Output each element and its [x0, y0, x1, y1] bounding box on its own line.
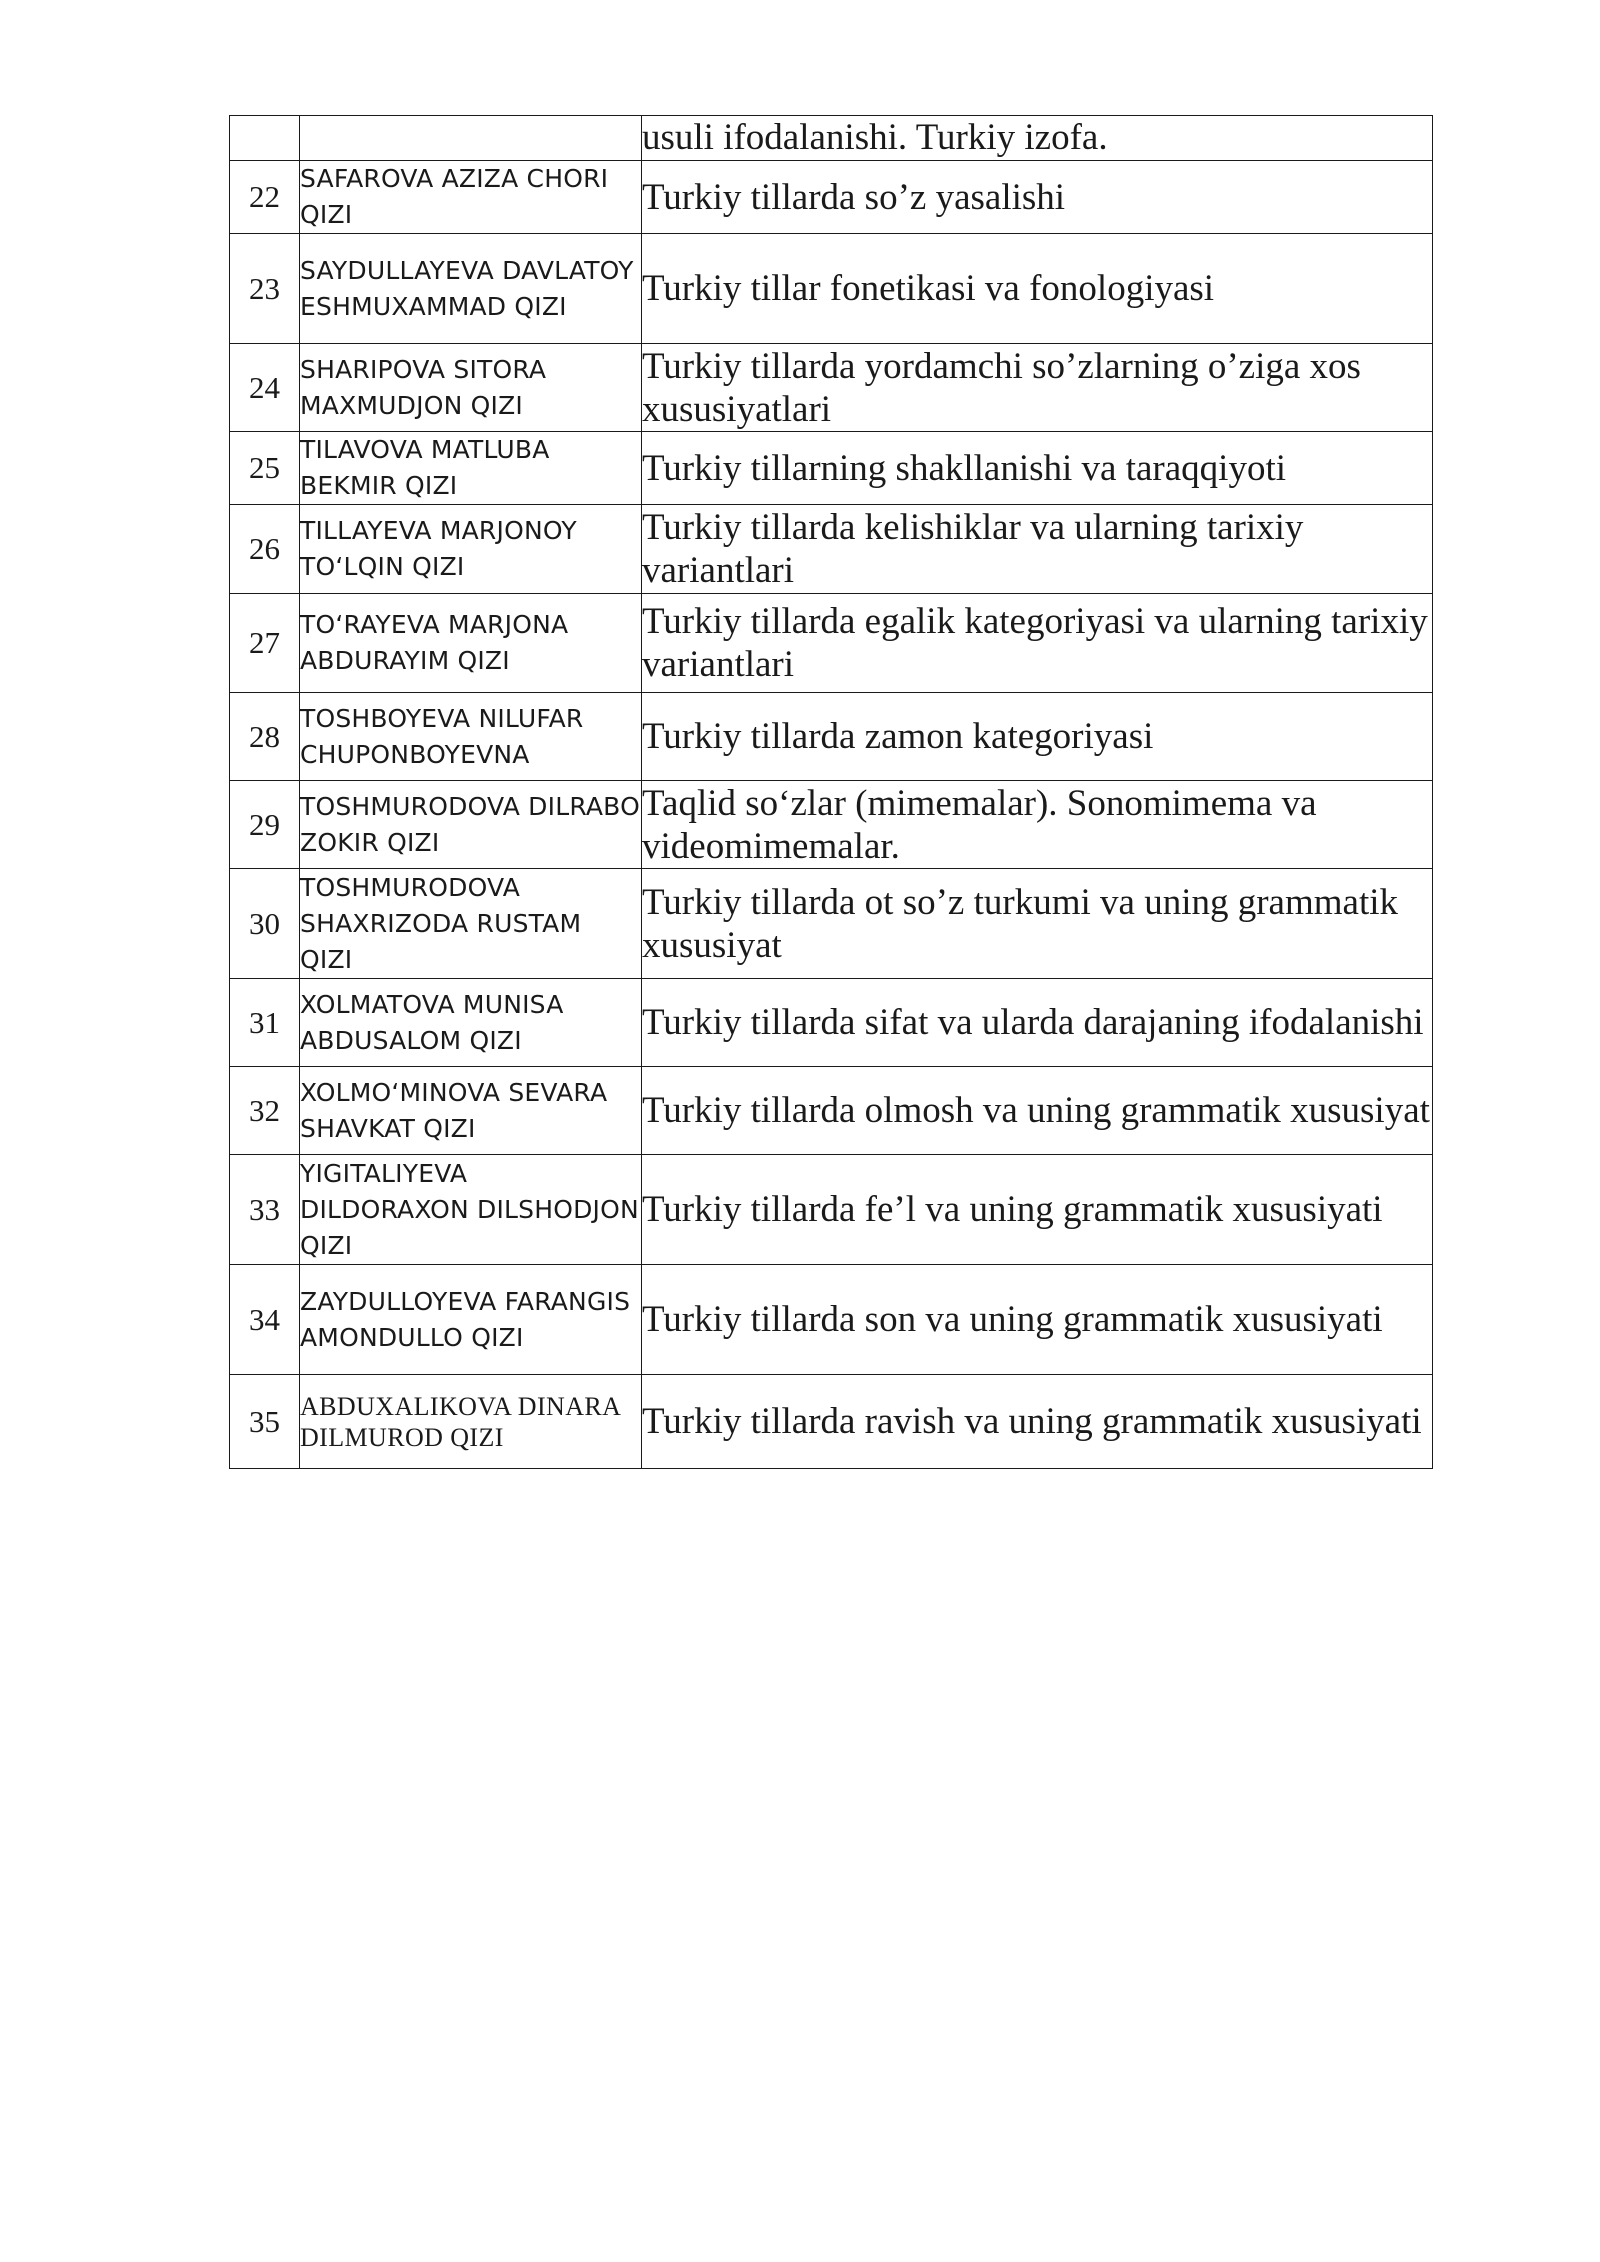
table-row-continuation — [230, 116, 1433, 161]
table-row — [230, 1155, 1433, 1265]
student-name: SHARIPOVA SITORA MAXMUDJON QIZI — [300, 344, 642, 432]
row-number: 32 — [230, 1067, 300, 1155]
topic-text: Turkiy tillarda son va uning grammatik xususiyati — [642, 1265, 1433, 1375]
table-row — [230, 1375, 1433, 1469]
student-name: XOLMO‘MINOVA SEVARA SHAVKAT QIZI — [300, 1067, 642, 1155]
row-number: 31 — [230, 979, 300, 1067]
student-name: SAYDULLAYEVA DAVLATOY ESHMUXAMMAD QIZI — [300, 234, 642, 344]
topic-text: Turkiy tillarda kelishiklar va ularning tarixiy variantlari — [642, 505, 1433, 594]
row-number: 34 — [230, 1265, 300, 1375]
row-number: 27 — [230, 594, 300, 693]
topic-text: Turkiy tillarning shakllanishi va taraqqiyoti — [642, 432, 1433, 505]
row-number: 29 — [230, 781, 300, 869]
student-name: ABDUXALIKOVA DINARA DILMUROD QIZI — [300, 1375, 642, 1469]
topic-text: Turkiy tillar fonetikasi va fonologiyasi — [642, 234, 1433, 344]
row-number: 35 — [230, 1375, 300, 1469]
table-row — [230, 505, 1433, 594]
row-number — [230, 116, 300, 161]
student-name: XOLMATOVA MUNISA ABDUSALOM QIZI — [300, 979, 642, 1067]
row-number: 24 — [230, 344, 300, 432]
topic-text: Turkiy tillarda ravish va uning grammatik xususiyati — [642, 1375, 1433, 1469]
topic-text: Turkiy tillarda so’z yasalishi — [642, 161, 1433, 234]
student-name — [300, 116, 642, 161]
student-name: ZAYDULLOYEVA FARANGIS AMONDULLO QIZI — [300, 1265, 642, 1375]
student-name: TOSHBOYEVA NILUFAR CHUPONBOYEVNA — [300, 693, 642, 781]
topic-text: Turkiy tillarda fe’l va uning grammatik xususiyati — [642, 1155, 1433, 1265]
table-row — [230, 344, 1433, 432]
topic-text: Turkiy tillarda yordamchi so’zlarning o’ziga xos xususiyatlari — [642, 344, 1433, 432]
row-number: 33 — [230, 1155, 300, 1265]
row-number: 30 — [230, 869, 300, 979]
row-number: 28 — [230, 693, 300, 781]
table-row — [230, 234, 1433, 344]
row-number: 23 — [230, 234, 300, 344]
student-name: SAFAROVA AZIZA CHORI QIZI — [300, 161, 642, 234]
table-row — [230, 1265, 1433, 1375]
table-row — [230, 161, 1433, 234]
row-number: 25 — [230, 432, 300, 505]
student-name: TOSHMURODOVA SHAXRIZODA RUSTAM QIZI — [300, 869, 642, 979]
student-topics-table — [229, 115, 1433, 1469]
student-name: TILLAYEVA MARJONOY TO‘LQIN QIZI — [300, 505, 642, 594]
table-row — [230, 1067, 1433, 1155]
topic-text: Turkiy tillarda olmosh va uning grammatik xususiyat — [642, 1067, 1433, 1155]
student-name: YIGITALIYEVA DILDORAXON DILSHODJON QIZI — [300, 1155, 642, 1265]
table-row — [230, 869, 1433, 979]
table-row — [230, 432, 1433, 505]
student-name: TO‘RAYEVA MARJONA ABDURAYIM QIZI — [300, 594, 642, 693]
table-row — [230, 781, 1433, 869]
topic-text: Turkiy tillarda egalik kategoriyasi va ularning tarixiy variantlari — [642, 594, 1433, 693]
topic-text: Taqlid so‘zlar (mimemalar). Sonomimema va videomimemalar. — [642, 781, 1433, 869]
student-name: TILAVOVA MATLUBA BEKMIR QIZI — [300, 432, 642, 505]
row-number: 22 — [230, 161, 300, 234]
student-name: TOSHMURODOVA DILRABO ZOKIR QIZI — [300, 781, 642, 869]
row-number: 26 — [230, 505, 300, 594]
topic-text: usuli ifodalanishi. Turkiy izofa. — [642, 116, 1433, 161]
table-row — [230, 594, 1433, 693]
topic-text: Turkiy tillarda sifat va ularda darajaning ifodalanishi — [642, 979, 1433, 1067]
table-row — [230, 693, 1433, 781]
topic-text: Turkiy tillarda zamon kategoriyasi — [642, 693, 1433, 781]
table-row — [230, 979, 1433, 1067]
topic-text: Turkiy tillarda ot so’z turkumi va uning grammatik xususiyat — [642, 869, 1433, 979]
